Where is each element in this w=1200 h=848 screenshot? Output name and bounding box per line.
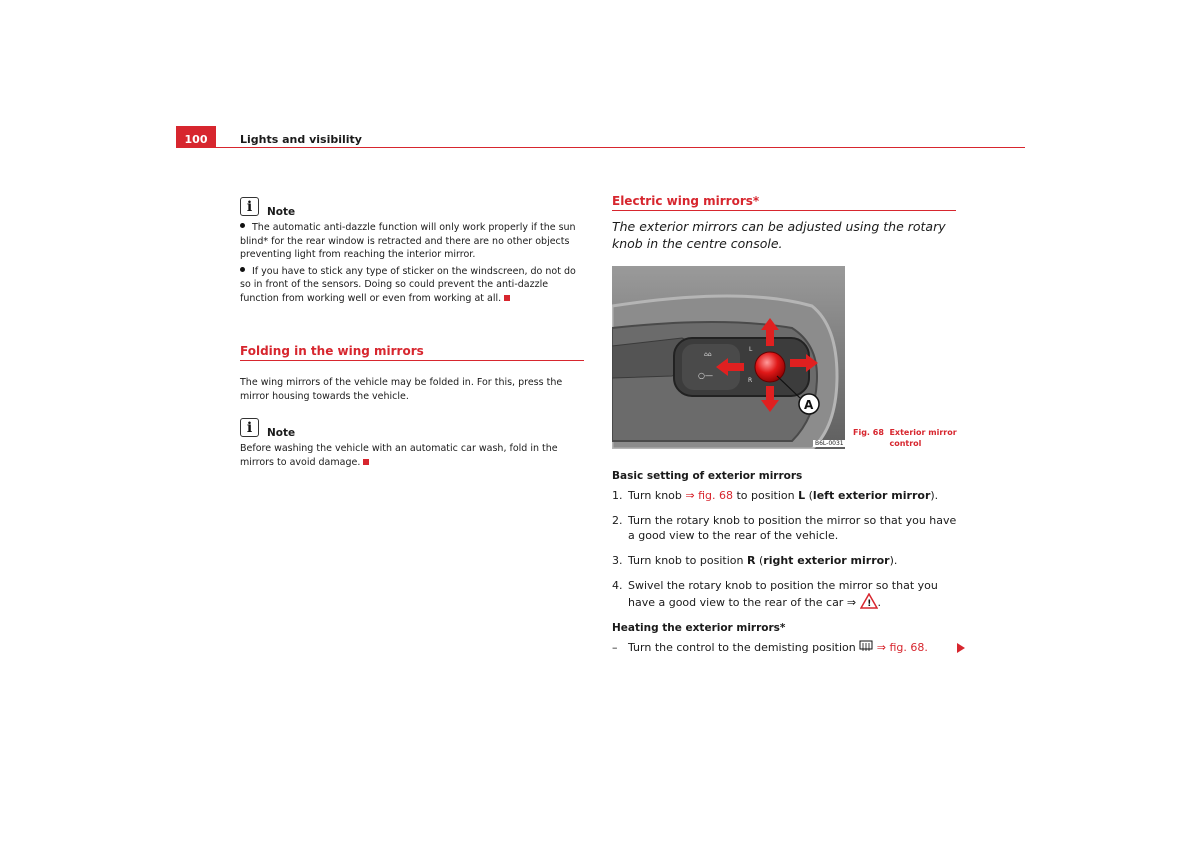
basic-setting-steps [612,488,957,620]
note-label: Note [267,206,296,218]
info-icon: i [240,197,259,216]
folding-heading: Folding in the wing mirrors [240,344,424,358]
bullet-icon [240,223,245,228]
heating-heading: Heating the exterior mirrors* [612,622,786,634]
section-title: Lights and visibility [240,133,362,146]
step-item: 1. Turn knob ⇒ fig. 68 to position L (left exterior mirror). [612,489,939,502]
figure-caption: Fig. 68 Exterior mirror control [853,428,957,448]
step-item: 2. Turn the rotary knob to position the mirror so that you have a good view to the rear of the vehicle. [612,514,957,542]
header-rule [216,147,1025,148]
knob-label-r: R [748,377,753,384]
demist-icon [859,640,873,652]
note-bullet: If you have to stick any type of sticker on the windscreen, do not do so in front of the sensors. Doing so could prevent the anti-dazzle function from working well or even from working at all. [240,265,576,304]
electric-mirrors-heading: Electric wing mirrors* [612,194,760,208]
note-body [240,221,585,305]
svg-text:⌂⌂: ⌂⌂ [704,351,712,358]
svg-text:!: ! [866,599,871,609]
figure-code: B6L-0031 [815,440,844,447]
step-item: 3. Turn knob to position R (right exterior mirror). [612,554,898,567]
note-label: Note [267,427,296,439]
basic-setting-heading: Basic setting of exterior mirrors [612,470,803,482]
callout-a: A [804,398,814,412]
heading-rule [240,360,584,361]
end-of-section-icon [363,459,369,465]
svg-text:○—: ○— [698,371,713,380]
warning-icon[interactable] [860,593,878,609]
bullet-icon [240,267,245,272]
mirror-control-illustration [612,266,845,449]
folding-text: The wing mirrors of the vehicle may be folded in. For this, press the mirror housing towards the vehicle. [240,377,563,402]
end-of-section-icon [504,295,510,301]
page-number: 100 [184,133,208,146]
info-icon: i [240,418,259,437]
heating-step: – Turn the control to the demisting position ⇒ fig. 68. [612,641,928,654]
figure-link[interactable]: ⇒ fig. 68. [876,641,928,654]
step-item: 4. Swivel the rotary knob to position the mirror so that you have a good view to the rear of the car ⇒ ! . [612,579,938,609]
figure-link[interactable]: ⇒ fig. 68 [685,489,733,502]
next-page-arrow-icon [957,643,965,653]
heading-rule [612,210,956,211]
intro-text: The exterior mirrors can be adjusted using the rotary knob in the centre console. [612,219,946,251]
knob-label-l: L [749,346,753,353]
mirror-control-figure [612,266,845,449]
note-bullet: The automatic anti-dazzle function will only work properly if the sun blind* for the rear window is retracted and there are no other objects preventing light from reaching the interior mirror. [240,222,576,260]
note-body: Before washing the vehicle with an automatic car wash, fold in the mirrors to avoid damage. [240,443,558,468]
